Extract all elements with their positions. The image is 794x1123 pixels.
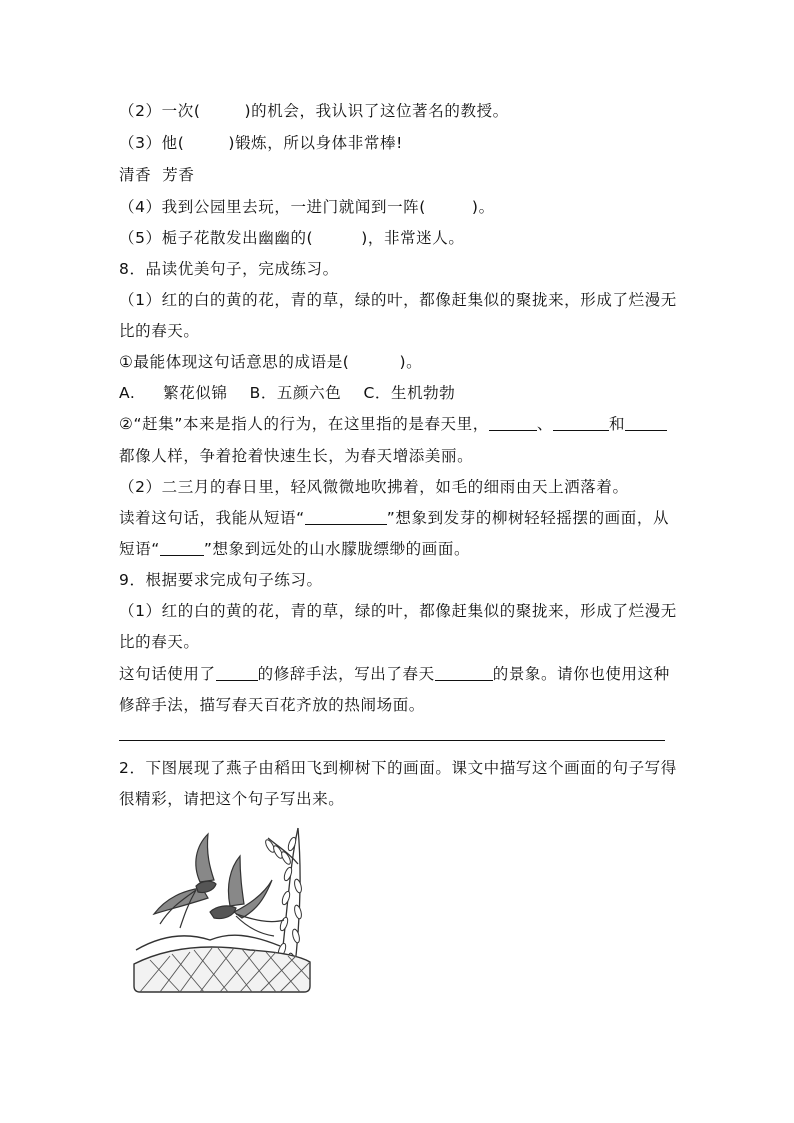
text: )的机会，我认识了这位著名的教授。 [244,102,509,120]
text: ”想象到远处的山水朦胧缥缈的画面。 [203,540,471,558]
text: ①最能体现这句话意思的成语是( [119,353,350,371]
text: 和 [608,415,626,433]
question-8-1-sub2 [119,414,667,434]
question-7-5 [119,228,464,248]
text: )。 [471,198,495,216]
answer-blank[interactable] [435,666,493,681]
text: )锻炼，所以身体非常棒! [228,134,403,152]
question-7-2 [119,101,509,121]
question-8-1-line1: （1）红的白的黄的花，青的草，绿的叶，都像赶集似的聚拢来，形成了烂漫无 [119,291,677,309]
question-9-1-line2: 比的春天。 [119,633,200,651]
question-7-3 [119,133,403,153]
text: 这句话使用了 [119,665,216,683]
answer-blank[interactable] [216,666,258,681]
question-8-title: 8．品读优美句子，完成练习。 [119,260,339,278]
question-8-2-line2 [119,508,669,528]
text: 的景象。请你也使用这种 [492,665,670,683]
answer-blank[interactable] [489,416,537,431]
text: ②“赶集”本来是指人的行为，在这里指的是春天里， [119,415,489,433]
answer-blank[interactable] [625,416,667,431]
text: 的修辞手法，写出了春天 [257,665,435,683]
answer-blank[interactable] [305,510,387,525]
question-9-line3 [119,664,670,684]
question-8-1-sub1 [119,352,422,372]
text: （2）一次( [119,102,201,120]
question-9-line4: 修辞手法，描写春天百花齐放的热闹场面。 [119,696,425,714]
question-9-title: 9．根据要求完成句子练习。 [119,571,323,589]
text: 读着这句话，我能从短语“ [119,509,305,527]
question-8-options: A. 繁花似锦 B．五颜六色 C．生机勃勃 [119,384,456,402]
word-choices: 清香 芳香 [119,166,195,184]
text: 短语“ [119,540,160,558]
text: 、 [536,415,553,433]
text: ”想象到发芽的柳树轻轻摇摆的画面，从 [386,509,670,527]
text: )。 [399,353,423,371]
text: （5）栀子花散发出幽幽的( [119,229,314,247]
text: （3）他( [119,134,185,152]
question-9-1-line1: （1）红的白的黄的花，青的草，绿的叶，都像赶集似的聚拢来，形成了烂漫无 [119,602,677,620]
question-7-4 [119,197,495,217]
answer-blank[interactable] [553,416,609,431]
swallows-willow-icon [130,824,314,994]
question-8-1-sub2-line2: 都像人样，争着抢着快速生长，为春天增添美丽。 [119,447,474,465]
question-8-2-line3 [119,539,470,559]
answer-blank[interactable] [160,541,204,556]
question-8-1-line2: 比的春天。 [119,322,200,340]
text: )，非常迷人。 [361,229,465,247]
answer-line[interactable] [119,740,665,741]
question-2-line2: 很精彩，请把这个句子写出来。 [119,790,345,808]
question-8-2-line1: （2）二三月的春日里，轻风微微地吹拂着，如毛的细雨由天上洒落着。 [119,478,629,496]
text: （4）我到公园里去玩，一进门就闻到一阵( [119,198,426,216]
question-2-line1: 2．下图展现了燕子由稻田飞到柳树下的画面。课文中描写这个画面的句子写得 [119,759,677,777]
